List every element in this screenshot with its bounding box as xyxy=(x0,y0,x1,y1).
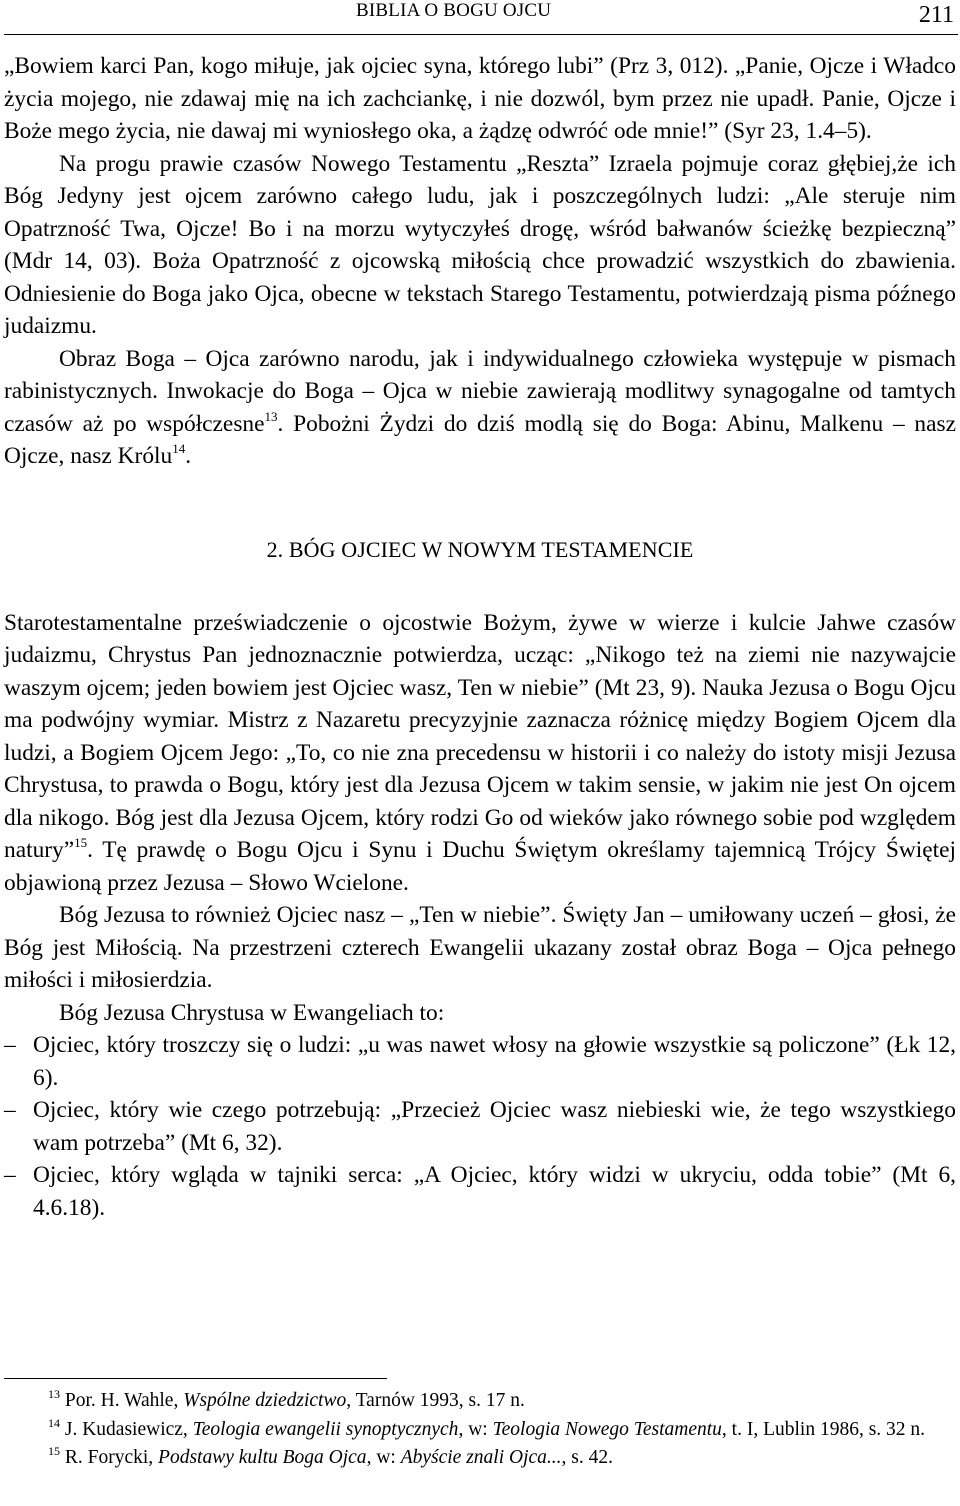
footnote-text: R. Forycki, xyxy=(64,1447,159,1468)
body-text xyxy=(4,50,956,1224)
footnote-text: , t. I, Lublin 1986, s. 32 n. xyxy=(721,1418,926,1440)
page-number: 211 xyxy=(918,2,954,28)
paragraph-4-text-a: Starotestamentalne przeświadczenie o ojcostwie Bożym, żywe w wierze i kulcie Jahwe czasów judaizmu, Chrystus Pan jednoznacznie potwierdza, ucząc: „Nikogo też na ziemi nie nazywajcie waszym ojcem; jeden bowiem jest Ojciec wasz, Ten w niebie” (Mt 23, 9). Nauka Jezusa o Bogu Ojcu ma podwójny wymiar. Mistrz z Nazaretu precyzyjnie zaznacza różnicę między Bogiem Ojcem dla ludzi, a Bogiem Ojcem Jego: „To, co nie zna precedensu w historii i co należy do istoty misji Jezusa Chrystusa, to prawda o Bogu, który jest dla Jezusa Ojcem w takim sensie, w jakim nie jest On ojcem dla nikogo. Bóg jest dla Jezusa Ojcem, który rodzi Go od wieków jako równego sobie pod względem natury” xyxy=(4,609,956,863)
paragraph-6: Bóg Jezusa Chrystusa w Ewangeliach to: xyxy=(59,999,445,1026)
footnote-ref-15: 15 xyxy=(74,835,88,850)
footnote-number: 13 xyxy=(48,1387,60,1401)
footnote-text: , w: xyxy=(458,1418,493,1440)
paragraph-5: Bóg Jezusa to również Ojciec nasz – „Ten w niebie”. Święty Jan – umiłowany uczeń – głosi, że Bóg jest Miłością. Na przestrzeni czterech Ewangelii ukazany został obraz Boga – Ojca pełnego miłości i miłosierdzia. xyxy=(4,902,956,993)
dash-bullet: – xyxy=(4,1162,16,1188)
footnote-text: , Tarnów 1993, s. 17 n. xyxy=(346,1390,525,1411)
paragraph-4-text-b: . Tę prawdę o Bogu Ojcu i Synu i Duchu Świętym określamy tajemnicą Trójcy Świętej objawioną przez Jezusa – Słowo Wcielone. xyxy=(4,837,956,896)
footnote-rule xyxy=(4,1378,387,1379)
footnote-title: Podstawy kultu Boga Ojca xyxy=(158,1447,367,1468)
list-item-text: Ojciec, który wgląda w tajniki serca: „A Ojciec, który widzi w ukryciu, odda tobie” (Mt 6, 4.6.18). xyxy=(33,1162,956,1221)
paragraph-3-text-b: . Pobożni Żydzi do dziś modlą się do Boga: Abinu, Malkenu – nasz Ojcze, nasz Królu xyxy=(4,410,956,469)
footnote-ref-13: 13 xyxy=(264,408,278,424)
dash-bullet: – xyxy=(4,1032,16,1058)
footnote-text: Por. H. Wahle, xyxy=(64,1390,184,1411)
paragraph-1: „Bowiem karci Pan, kogo miłuje, jak ojciec syna, którego lubi” (Prz 3, 012). „Panie, Ojcze i Władco życia mojego, nie zdawaj mię na ich zachciankę, i nie dozwól, bym przez nie upadł. Panie, Ojcze i Boże mego życia, nie dawaj mi wyniosłego oka, a żądzę odwróć ode mnie!” (Syr 23, 1.4–5). xyxy=(4,53,956,144)
running-head: BIBLIA O BOGU OJCU xyxy=(356,0,552,21)
paragraph-3-text-c: . xyxy=(185,443,192,469)
paragraph-2: Na progu prawie czasów Nowego Testamentu „Reszta” Izraela pojmuje coraz głębiej,że ich Bóg Jedyny jest ojcem zarówno całego ludu, jak i poszczególnych ludzi: „Ale steruje nim Opatrzność Twa, Ojcze! Bo i na morzu wytyczyłeś drogę, wśród bałwanów ścieżkę bezpieczną” (Mdr 14, 03). Boża Opatrzność z ojcowską miłością chce prowadzić wszystkich do zbawienia. Odniesienie do Boga jako Ojca, obecne w tekstach Starego Testamentu, potwierdzają pisma późnego judaizmu. xyxy=(4,150,956,339)
paragraph-3-text-a: Obraz Boga – Ojca zarówno narodu, jak i indywidualnego człowieka występuje w pismach rabinistycznych. Inwokacje do Boga – Ojca w niebie zawierają modlitwy synagogalne od tamtych czasów aż po współczesne xyxy=(4,345,956,437)
paragraph-4 xyxy=(4,607,956,900)
footnotes xyxy=(4,1387,956,1473)
list-item-text: Ojciec, który wie czego potrzebują: „Przecież Ojciec wasz niebieski wie, że tego wszystkiego wam potrzeba” (Mt 6, 32). xyxy=(33,1097,956,1156)
footnote-title: Wspólne dziedzictwo xyxy=(183,1390,347,1411)
section-heading: 2. BÓG OJCIEC W NOWYM TESTAMENCIE xyxy=(266,536,694,562)
list-item xyxy=(4,1094,956,1159)
footnote-text: J. Kudasiewicz, xyxy=(64,1418,193,1440)
footnote-title: Abyście znali Ojca... xyxy=(400,1447,562,1468)
list-item-text: Ojciec, który troszczy się o ludzi: „u was nawet włosy na głowie wszystkie są policzone” (Łk 12, 6). xyxy=(33,1032,956,1091)
footnote-15 xyxy=(4,1444,956,1473)
bullet-list xyxy=(4,1029,956,1224)
footnote-13 xyxy=(4,1387,956,1416)
footnote-title: Teologia ewangelii synoptycznych xyxy=(192,1418,459,1440)
footnote-number: 15 xyxy=(48,1444,60,1458)
footnote-14 xyxy=(4,1416,956,1445)
list-item xyxy=(4,1029,956,1094)
footnote-number: 14 xyxy=(48,1415,60,1430)
list-item xyxy=(4,1159,956,1224)
header-rule xyxy=(4,34,958,35)
footnote-ref-14: 14 xyxy=(172,441,186,456)
footnote-text: , s. 42. xyxy=(561,1447,613,1468)
footnote-text: , w: xyxy=(366,1447,401,1468)
footnote-title: Teologia Nowego Testamentu xyxy=(492,1418,722,1440)
dash-bullet: – xyxy=(4,1097,16,1123)
paragraph-3 xyxy=(4,343,956,473)
page-header xyxy=(0,0,960,34)
